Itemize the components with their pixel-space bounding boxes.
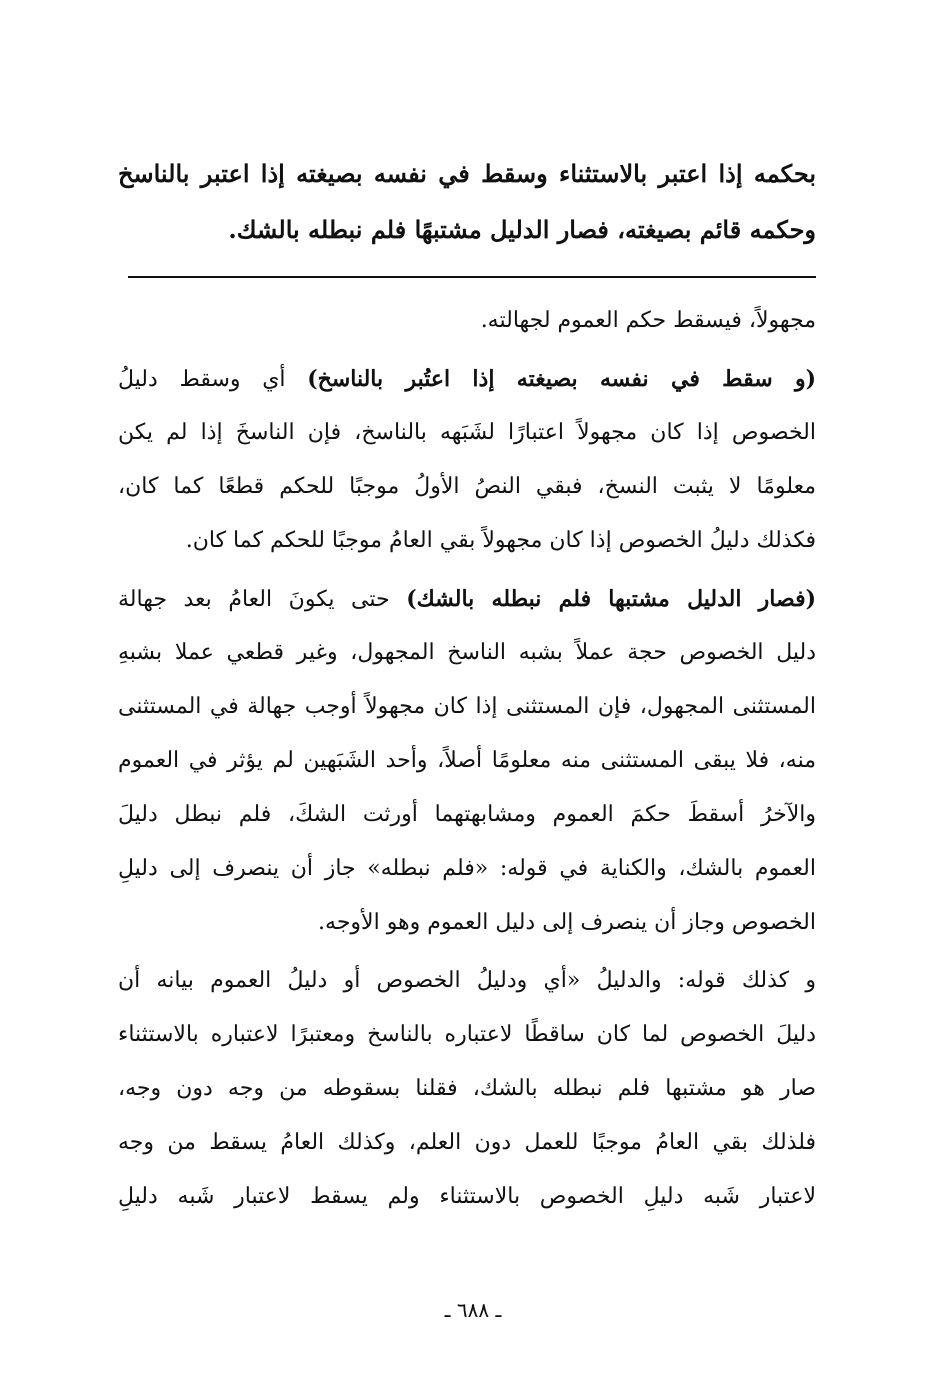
quoted-main-text: (فصار الدليل مشتبها فلم نبطله بالشك) [406, 586, 816, 612]
commentary-p2-line-1 [118, 352, 816, 406]
main-text [118, 146, 816, 258]
main-text-line-1: بحكمه إذا اعتبر بالاستثناء وسقط في نفسه بصيغته إذا اعتبر بالناسخ [118, 159, 816, 188]
quoted-main-text: (و سقط في نفسه بصيغته إذا اعتُبر بالناسخ) [307, 366, 816, 392]
commentary-p4-line-5: لاعتبار شَبه دليلِ الخصوص بالاستثناء ولم يسقط لاعتبار شَبه دليلِ [118, 1184, 816, 1209]
page-number: ـ ٦٨٨ ـ [444, 1298, 502, 1322]
commentary-p3-line-6: العموم بالشك، والكناية في قوله: «فلم نبطله» جاز أن ينصرف إلى دليلِ [118, 856, 816, 881]
commentary-p3-line-7: الخصوص وجاز أن ينصرف إلى دليل العموم وهو الأوجه. [318, 910, 816, 935]
main-text-line-2: وحكمه قائم بصيغته، فصار الدليل مشتبهًا فلم نبطله بالشك. [228, 215, 816, 244]
commentary-p1-line-1: مجهولاً، فيسقط حكم العموم لجهالته. [480, 308, 816, 333]
commentary-p2-line-2: الخصوص إذا كان مجهولاً اعتبارًا لشَبَهه بالناسخ، فإن الناسخَ إذا لم يكن [118, 420, 816, 445]
commentary-p4-line-1: و كذلك قوله: والدليلُ «أي ودليلُ الخصوص أو دليلُ العموم بيانه أن [118, 968, 816, 993]
commentary-p3-line-5: والآخرُ أسقطَ حكمَ العموم ومشابهتهما أورثت الشكَ، فلم نبطل دليلَ [118, 802, 816, 827]
commentary-p3-line-1-rest: حتى يكونَ العامُ بعد جهالة [118, 587, 390, 612]
commentary-p3-line-2: دليل الخصوص حجة عملاً بشبه الناسخ المجهول، وغير قطعي عملا بشبهِ [118, 640, 816, 665]
commentary-p2-line-1-rest: أي وسقط دليلُ [118, 367, 286, 392]
commentary-p3-line-4: منه، فلا يبقى المستثنى منه معلومًا أصلاً، وأحد الشَبَهين لم يؤثر في العموم [118, 748, 816, 773]
footnote-separator [128, 276, 816, 278]
commentary-p4-line-2: دليلَ الخصوص لما كان ساقطًا لاعتباره بالناسخ ومعتبرًا لاعتباره بالاستثناء [118, 1022, 816, 1047]
commentary-text [118, 294, 816, 1224]
commentary-p2-line-4: فكذلك دليلُ الخصوص إذا كان مجهولاً بقي العامُ موجبًا للحكم كما كان. [185, 528, 816, 553]
commentary-p3-line-1 [118, 572, 816, 626]
commentary-p2-line-3: معلومًا لا يثبت النسخ، فبقي النصُ الأولُ موجبًا للحكم قطعًا كما كان، [118, 474, 816, 499]
commentary-p4-line-3: صار هو مشتبها فلم نبطله بالشك، فقلنا بسقوطه من وجه دون وجه، [118, 1076, 816, 1101]
commentary-p4-line-4: فلذلك بقي العامُ موجبًا للعمل دون العلم، وكذلك العامُ يسقط من وجه [118, 1130, 816, 1155]
commentary-p3-line-3: المستثنى المجهول، فإن المستثنى إذا كان مجهولاً أوجب جهالة في المستثنى [118, 694, 816, 719]
